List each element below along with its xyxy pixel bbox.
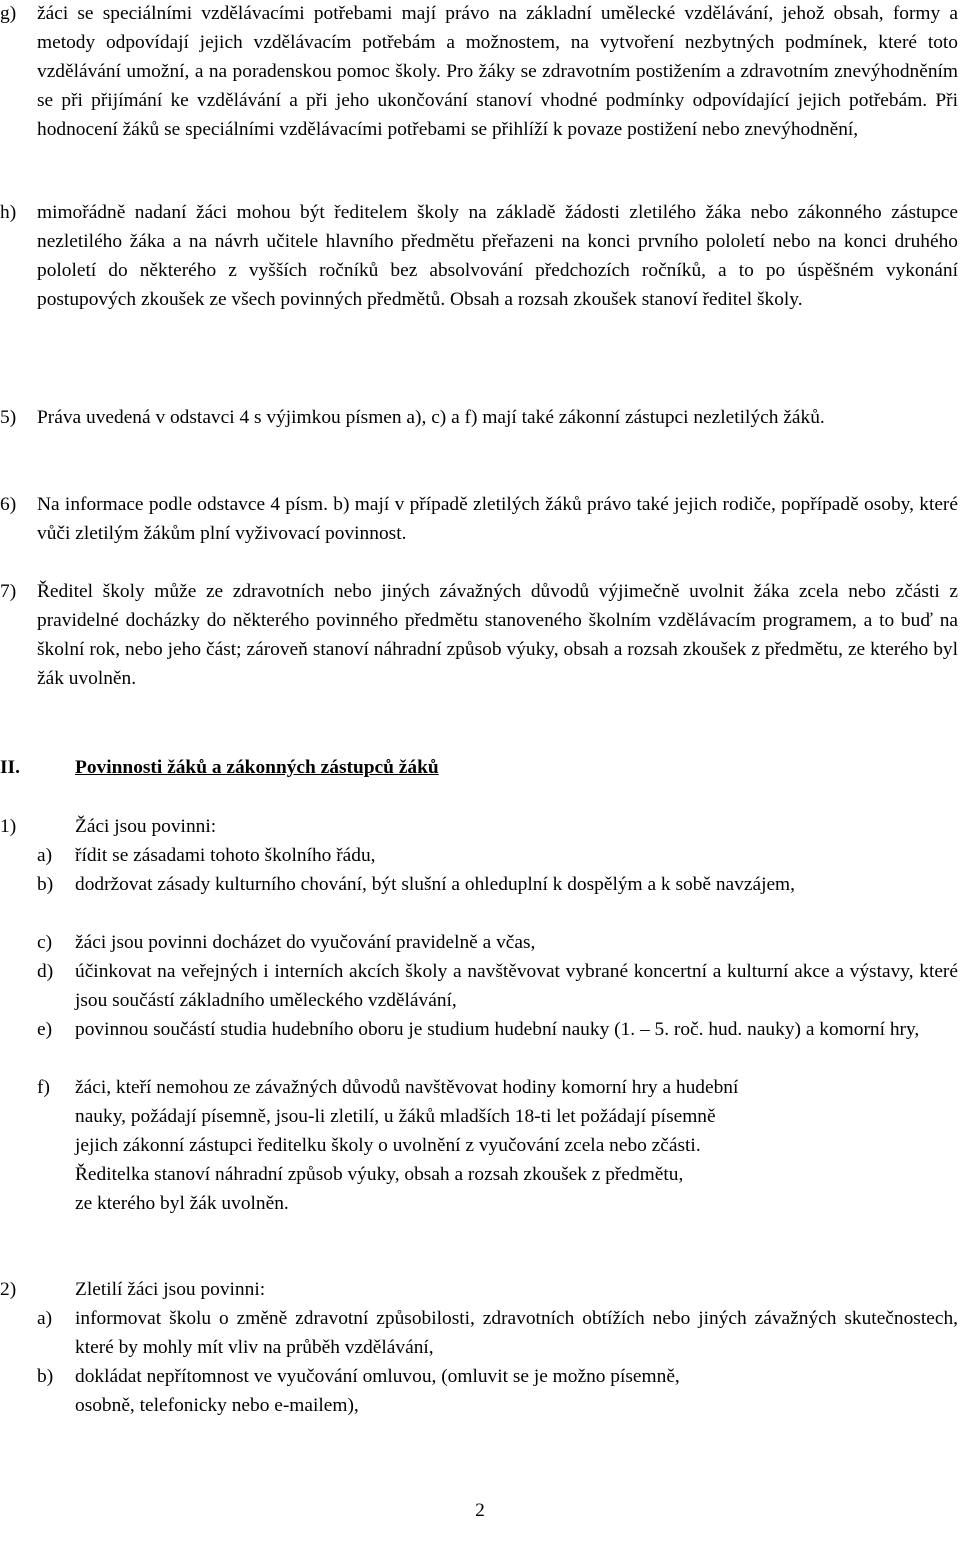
list-marker: d) (37, 961, 54, 982)
list-item-h (0, 198, 958, 314)
list-item-text: dodržovat zásady kulturního chování, být slušní a ohleduplní k dospělým a k sobě navzájem, (75, 874, 795, 895)
text-line: dokládat nepřítomnost ve vyučování omluvou, (omluvit se je možno písemně, (75, 1366, 680, 1387)
text-line: osobně, telefonicky nebo e-mailem), (75, 1395, 359, 1416)
list-item-1b (0, 870, 958, 899)
paragraph-text: Práva uvedená v odstavci 4 s výjimkou písmen a), c) a f) mají také zákonní zástupci nezletilých žáků. (37, 407, 825, 428)
list-item-text: žáci jsou povinni docházet do vyučování pravidelně a včas, (75, 932, 536, 953)
list-item-text: povinnou součástí studia hudebního oboru je studium hudební nauky (1. – 5. roč. hud. nauky) a komorní hry, (75, 1019, 920, 1040)
list-item-1a (0, 841, 958, 870)
list-marker: f) (37, 1077, 50, 1098)
text-line: jejich zákonní zástupci ředitelku školy o uvolnění z vyučování zcela nebo zčásti. (75, 1135, 701, 1156)
paragraph-text: Na informace podle odstavce 4 písm. b) mají v případě zletilých žáků právo také jejich rodiče, popřípadě osoby, které vůči zletilým žákům plní vyživovací povinnost. (37, 494, 958, 544)
paragraph-text: Ředitel školy může ze zdravotních nebo jiných závažných důvodů výjimečně uvolnit žáka zcela nebo zčásti z pravidelné docházky do některého povinného předmětu stanoveného školním vzdělávacím programem, a to buď na školní rok, nebo jeho část; zároveň stanoví náhradní způsob výuky, obsah a rozsah zkoušek z předmětu, ze kterého byl žák uvolněn. (37, 581, 958, 689)
subsection-2-heading (0, 1275, 958, 1304)
list-item-text: účinkovat na veřejných i interních akcích školy a navštěvovat vybrané koncertní a kulturní akce a výstavy, které jsou součástí základního uměleckého vzdělávání, (75, 961, 958, 1011)
list-item-text: mimořádně nadaní žáci mohou být ředitelem školy na základě žádosti zletilého žáka nebo zákonného zástupce nezletilého žáka a na návrh učitele hlavního předmětu přeřazeni na konci prvního pololetí nebo na konci druhého pololetí do některého z vyšších ročníků bez absolvování předchozích ročníků, a to po úspěšném vykonání postupových zkoušek ze všech povinných předmětů. Obsah a rozsah zkoušek stanoví ředitel školy. (37, 202, 958, 310)
section-number: II. (0, 757, 20, 778)
list-marker: g) (0, 3, 17, 24)
list-marker: b) (37, 874, 54, 895)
page-number: 2 (475, 1500, 485, 1521)
subsection-title: Zletilí žáci jsou povinni: (75, 1279, 266, 1300)
paragraph-number: 5) (0, 407, 17, 428)
list-item-2b (0, 1362, 958, 1420)
list-marker: c) (37, 932, 53, 953)
list-marker: a) (37, 845, 53, 866)
subsection-number: 1) (0, 816, 17, 837)
paragraph-7 (0, 577, 958, 693)
list-item-1d (0, 957, 958, 1015)
list-item-g (0, 0, 958, 144)
text-line: Ředitelka stanoví náhradní způsob výuky, obsah a rozsah zkoušek z předmětu, (75, 1164, 684, 1185)
list-item-1f (0, 1073, 958, 1218)
text-line: nauky, požádají písemně, jsou-li zletilí, u žáků mladších 18-ti let požádají písemně (75, 1106, 716, 1127)
list-item-2a (0, 1304, 958, 1362)
list-item-text (75, 1073, 958, 1218)
list-marker: e) (37, 1019, 53, 1040)
list-item-1e (0, 1015, 958, 1044)
text-line: ze kterého byl žák uvolněn. (75, 1193, 289, 1214)
subsection-number: 2) (0, 1279, 17, 1300)
list-item-text: řídit se zásadami tohoto školního řádu, (75, 845, 376, 866)
paragraph-6 (0, 490, 958, 548)
list-item-text: informovat školu o změně zdravotní způsobilosti, zdravotních obtížích nebo jiných závažných skutečnostech, které by mohly mít vliv na průběh vzdělávání, (75, 1308, 958, 1358)
section-title: Povinnosti žáků a zákonných zástupců žáků (75, 757, 439, 778)
paragraph-number: 7) (0, 581, 17, 602)
list-marker: a) (37, 1308, 53, 1329)
subsection-title: Žáci jsou povinni: (75, 816, 217, 837)
subsection-1-heading (0, 812, 958, 841)
list-marker: h) (0, 202, 17, 223)
list-item-text (75, 1362, 958, 1420)
list-item-1c (0, 928, 958, 957)
list-marker: b) (37, 1366, 54, 1387)
paragraph-number: 6) (0, 494, 17, 515)
text-line: žáci, kteří nemohou ze závažných důvodů navštěvovat hodiny komorní hry a hudební (75, 1077, 739, 1098)
paragraph-5 (0, 403, 958, 432)
list-item-text: žáci se speciálními vzdělávacími potřebami mají právo na základní umělecké vzdělávání, jehož obsah, formy a metody odpovídají jejich vzdělávacím potřebám a možnostem, na vytvoření nezbytných podmínek, které toto vzdělávání umožní, a na poradenskou pomoc školy. Pro žáky se zdravotním postižením a zdravotním znevýhodněním se při přijímání ke vzdělávání a při jeho ukončování stanoví vhodné podmínky odpovídající jejich potřebám. Při hodnocení žáků se speciálními vzdělávacími potřebami se přihlíží k povaze postižení nebo znevýhodnění, (37, 3, 958, 140)
